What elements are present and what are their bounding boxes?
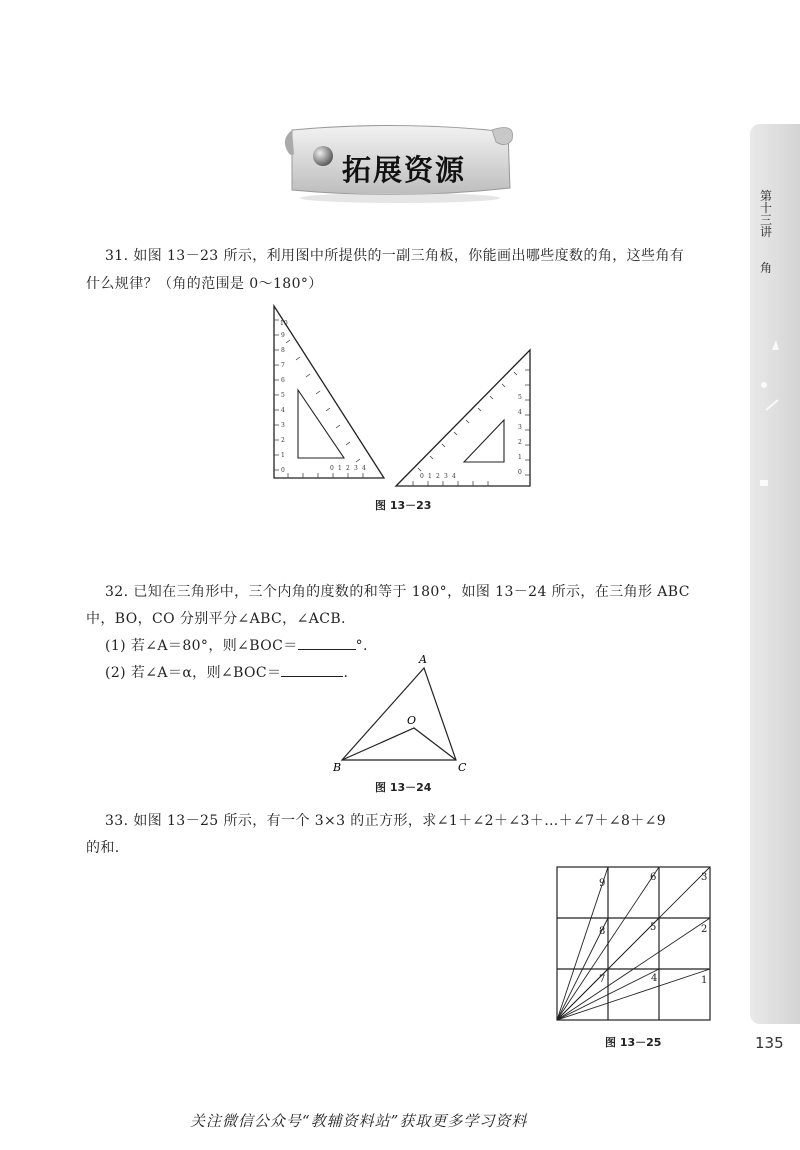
angle-label-8: 8 — [599, 926, 606, 937]
svg-text:5: 5 — [518, 394, 522, 401]
section-title: 拓展资源 — [342, 153, 467, 187]
svg-text:0: 0 — [518, 469, 522, 476]
side-tab-chapter: 第十三讲 — [760, 189, 773, 239]
svg-text:1: 1 — [428, 473, 432, 480]
side-tab-topic: 角 — [760, 261, 773, 275]
label-a: A — [419, 653, 427, 666]
label-o: O — [407, 714, 417, 727]
svg-text:10: 10 — [280, 320, 288, 327]
svg-text:3: 3 — [518, 424, 522, 431]
angle-label-4: 4 — [651, 973, 658, 984]
svg-text:0: 0 — [420, 473, 424, 480]
page-number: 135 — [755, 1034, 784, 1052]
svg-text:0: 0 — [281, 467, 285, 474]
svg-text:2: 2 — [281, 437, 285, 444]
svg-text:2: 2 — [346, 465, 350, 472]
svg-text:5: 5 — [281, 392, 285, 399]
footer-promo-text: 关注微信公众号“教辅资料站”获取更多学习资料 — [190, 1112, 528, 1130]
svg-text:1: 1 — [518, 454, 522, 461]
banner-bullet-icon — [311, 144, 335, 168]
q32-part1-suffix: °. — [355, 638, 368, 654]
figure-13-23-caption: 图 13－23 — [375, 499, 432, 512]
angle-label-9: 9 — [599, 878, 606, 889]
q32-text-line1: 32. 已知在三角形中，三个内角的度数的和等于 180°，如图 13－24 所示，在三角形 ABC — [105, 584, 690, 600]
q33-text-line2: 的和. — [86, 840, 120, 856]
angle-label-2: 2 — [701, 924, 708, 935]
chapter-side-tab — [750, 124, 800, 1024]
q32-part1 — [105, 631, 368, 661]
svg-text:3: 3 — [444, 473, 448, 480]
figure-13-25-caption: 图 13－25 — [605, 1036, 662, 1049]
label-b: B — [333, 761, 342, 774]
svg-text:2: 2 — [436, 473, 440, 480]
q32-part2-suffix: . — [343, 665, 349, 681]
q32-part2 — [105, 658, 348, 688]
q31-text-line1: 31. 如图 13－23 所示，利用图中所提供的一副三角板，你能画出哪些度数的角，这些角有 — [105, 248, 685, 264]
angle-label-5: 5 — [650, 922, 657, 933]
svg-text:7: 7 — [281, 362, 285, 369]
svg-text:6: 6 — [281, 377, 285, 384]
svg-text:4: 4 — [362, 465, 366, 472]
q33-text-line1: 33. 如图 13－25 所示，有一个 3×3 的正方形，求∠1＋∠2＋∠3＋…＋∠7＋∠8＋∠9 — [105, 813, 667, 829]
svg-text:9: 9 — [281, 332, 285, 339]
side-tab-decoration — [752, 330, 798, 510]
figure-13-23-set-squares — [268, 300, 538, 495]
q32-part2-prompt: (2) 若∠A＝α，则∠BOC＝ — [105, 665, 282, 681]
figure-13-24-caption: 图 13－24 — [375, 781, 432, 794]
figure-13-25-grid — [552, 862, 716, 1026]
label-c: C — [458, 761, 467, 774]
angle-label-6: 6 — [650, 872, 657, 883]
svg-text:8: 8 — [281, 347, 285, 354]
q32-text-line2: 中，BO，CO 分别平分∠ABC，∠ACB. — [86, 611, 346, 627]
q32-part1-prompt: (1) 若∠A＝80°，则∠BOC＝ — [105, 638, 298, 654]
right-set-square — [396, 350, 530, 486]
angle-label-3: 3 — [701, 872, 708, 883]
svg-text:3: 3 — [281, 422, 285, 429]
svg-text:2: 2 — [518, 439, 522, 446]
left-set-square — [274, 306, 384, 478]
svg-text:0: 0 — [330, 465, 334, 472]
q32-part1-answer-blank[interactable] — [298, 635, 356, 650]
svg-text:1: 1 — [281, 452, 285, 459]
angle-label-1: 1 — [701, 975, 708, 986]
svg-text:4: 4 — [281, 407, 285, 414]
figure-13-24-triangle — [330, 650, 480, 780]
svg-text:1: 1 — [338, 465, 342, 472]
svg-text:4: 4 — [452, 473, 456, 480]
angle-label-7: 7 — [599, 974, 606, 985]
svg-text:3: 3 — [354, 465, 358, 472]
q31-text-line2: 什么规律？（角的范围是 0～180°） — [86, 276, 323, 292]
svg-text:4: 4 — [518, 409, 522, 416]
